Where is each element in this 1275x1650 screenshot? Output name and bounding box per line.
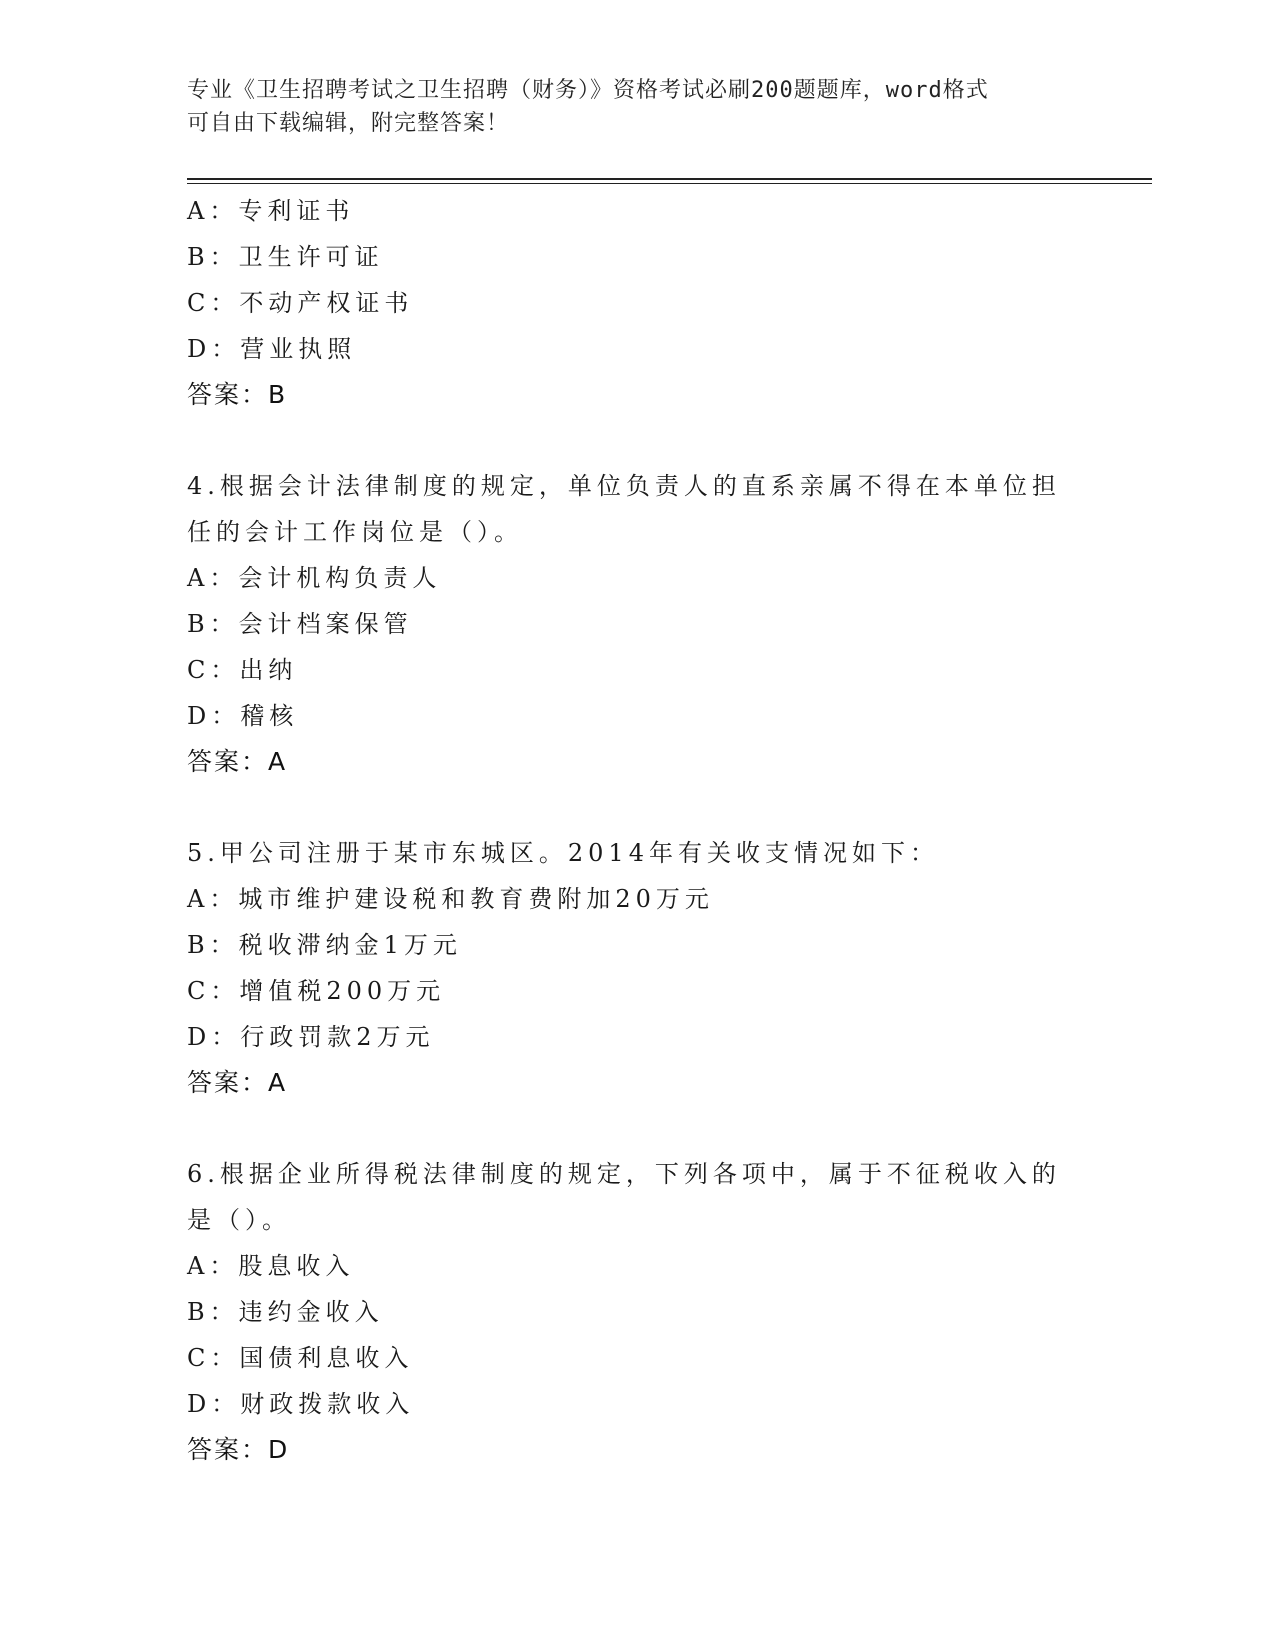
question-spacer xyxy=(187,418,1087,463)
option-d: D：行政罚款2万元 xyxy=(187,1023,435,1051)
option-d: D：营业执照 xyxy=(187,335,357,363)
option-c: C：国债利息收入 xyxy=(187,1344,414,1372)
question-spacer xyxy=(187,785,1087,830)
option-a: A：股息收入 xyxy=(187,1252,355,1280)
option-b: B：卫生许可证 xyxy=(187,243,384,271)
option-b: B：税收滞纳金1万元 xyxy=(187,931,462,959)
option-a: A：会计机构负责人 xyxy=(187,564,442,592)
answer-line: 答案：B xyxy=(187,380,288,409)
question-4 xyxy=(187,463,1087,785)
question-list xyxy=(187,188,1087,1473)
answer-line: 答案：D xyxy=(187,1435,290,1464)
option-d: D：财政拨款收入 xyxy=(187,1390,415,1418)
option-a: A：城市维护建设税和教育费附加20万元 xyxy=(187,885,714,913)
option-c: C：不动产权证书 xyxy=(187,289,414,317)
document-header xyxy=(187,74,1067,140)
question-stem-continued: 任的会计工作岗位是（）。 xyxy=(187,518,523,546)
question-5 xyxy=(187,830,1087,1106)
question-stem-continued: 是（）。 xyxy=(187,1206,291,1234)
option-b: B：会计档案保管 xyxy=(187,610,413,638)
question-stem: 5.甲公司注册于某市东城区。2014年有关收支情况如下： xyxy=(187,839,939,867)
option-c: C：出纳 xyxy=(187,656,298,684)
answer-line: 答案：A xyxy=(187,1068,288,1097)
question-3 xyxy=(187,188,1087,418)
header-divider-thick xyxy=(187,178,1152,180)
header-line-2: 可自由下载编辑，附完整答案！ xyxy=(187,111,510,136)
option-c: C：增值税200万元 xyxy=(187,977,446,1005)
header-line-1: 专业《卫生招聘考试之卫生招聘（财务）》资格考试必刷200题题库，word格式 xyxy=(187,78,989,103)
question-stem: 6.根据企业所得税法律制度的规定，下列各项中，属于不征税收入的 xyxy=(187,1160,1061,1188)
option-d: D：稽核 xyxy=(187,702,299,730)
answer-line: 答案：A xyxy=(187,747,288,776)
option-b: B：违约金收入 xyxy=(187,1298,384,1326)
header-divider-thin xyxy=(187,183,1152,184)
question-spacer xyxy=(187,1106,1087,1151)
question-stem: 4.根据会计法律制度的规定，单位负责人的直系亲属不得在本单位担 xyxy=(187,472,1061,500)
option-a: A：专利证书 xyxy=(187,197,355,225)
question-6 xyxy=(187,1151,1087,1473)
